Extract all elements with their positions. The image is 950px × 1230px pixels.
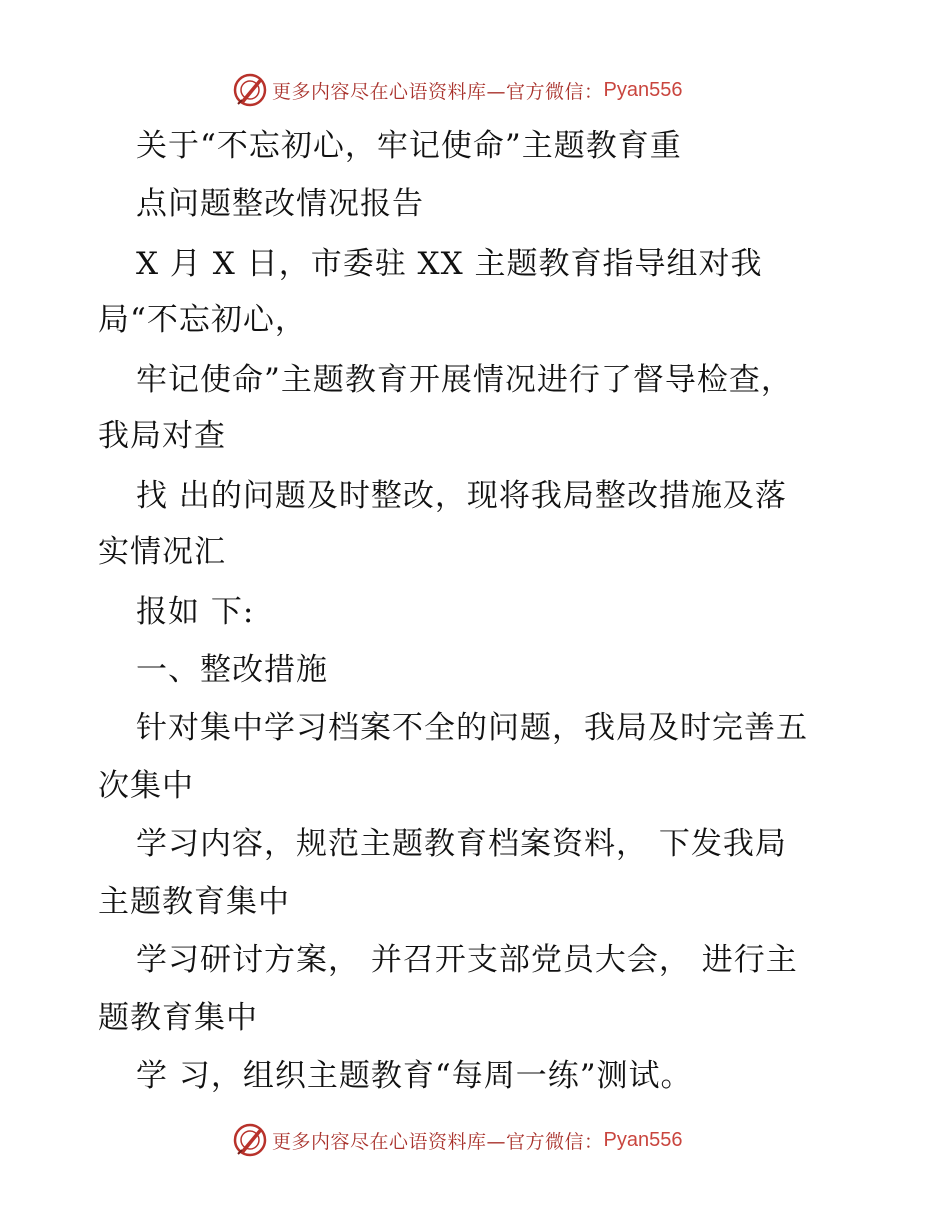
paragraph-line: X 月 X 日，市委驻 XX 主题教育指导组对我 [136,246,763,282]
paragraph-line: 牢记使命”主题教育开展情况进行了督导检查， [136,362,793,398]
paragraph-line: 学习内容，规范主题教育档案资料， 下发我局 [136,826,787,862]
paragraph-line: 局“不忘初心， [98,302,307,338]
paragraph-line: 针对集中学习档案不全的问题，我局及时完善五 [136,710,808,746]
quill-logo-icon [232,72,268,108]
watermark-text: 更多内容尽在心语资料库—官方微信： [272,1130,604,1153]
paragraph-line: 主题教育集中 [98,884,290,920]
paragraph-line: 题教育集中 [98,1000,258,1036]
paragraph-line: 我局对查 [98,418,226,454]
footer-watermark [232,1122,682,1158]
watermark-wechat-id: Pyan556 [603,78,683,101]
watermark-text: 更多内容尽在心语资料库—官方微信： [272,80,604,103]
paragraph-line: 次集中 [98,768,194,804]
document-title-line-2: 点问题整改情况报告 [136,186,424,222]
paragraph-line: 学 习，组织主题教育“每周一练”测试。 [136,1058,693,1094]
watermark-wechat-id: Pyan556 [603,1128,683,1151]
header-watermark [232,72,682,108]
paragraph-line: 报如 下: [136,594,255,630]
document-title-line-1: 关于“不忘初心，牢记使命”主题教育重 [136,128,682,164]
paragraph-line: 实情况汇 [98,534,226,570]
paragraph-line: 找 出的问题及时整改，现将我局整改措施及落 [136,478,787,514]
quill-logo-icon [232,1122,268,1158]
paragraph-line: 学习研讨方案， 并召开支部党员大会， 进行主 [136,942,798,978]
section-heading: 一、整改措施 [136,652,328,688]
